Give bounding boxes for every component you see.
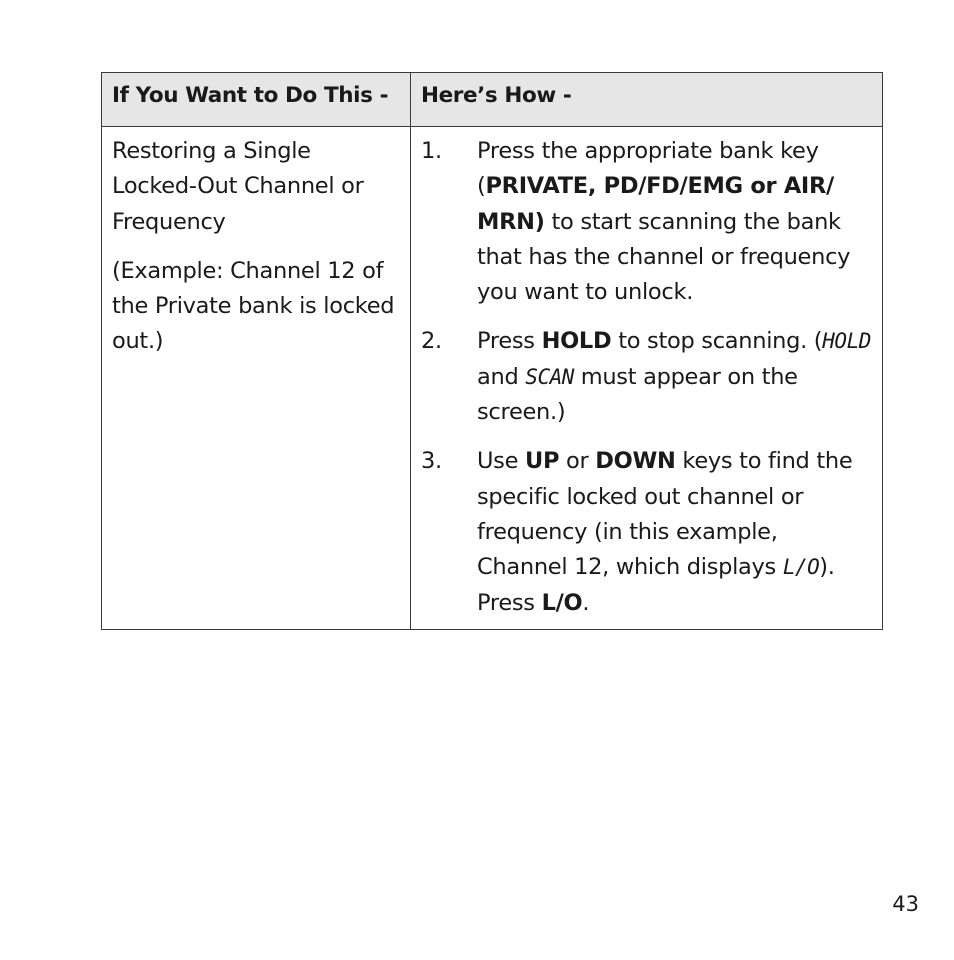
step-number: 2. — [421, 328, 442, 355]
page-number: 43 — [892, 892, 919, 916]
step-number: 3. — [421, 448, 442, 475]
table-row — [102, 127, 883, 630]
steps-cell — [411, 127, 883, 630]
lcd-scan-indicator: SCAN — [525, 364, 574, 389]
step-2 — [421, 324, 872, 430]
step-text: Use UP or DOWN keys to find the specific locked out channel or frequency (in this example, Channel 12, which displays L/O). Press L/O. — [477, 448, 853, 616]
step-text: Press the appropriate bank key (PRIVATE, PD/FD/EMG or AIR/ MRN) to start scanning the bank that has the channel or frequency you want to unlock. — [477, 138, 851, 306]
header-task: If You Want to Do This - — [102, 73, 411, 127]
task-cell — [102, 127, 411, 630]
task-title: Restoring a Single Locked-Out Channel or Frequency — [112, 138, 364, 235]
table-header-row — [102, 73, 883, 127]
key-hold: HOLD — [541, 328, 612, 355]
step-1 — [421, 134, 872, 310]
step-text: Press HOLD to stop scanning. (HOLD and SCAN must appear on the screen.) — [477, 328, 871, 426]
instruction-table — [101, 72, 883, 630]
key-up: UP — [525, 448, 560, 475]
key-bank-keys: PRIVATE, PD/FD/EMG or AIR/ MRN) — [477, 173, 834, 235]
key-down: DOWN — [595, 448, 676, 475]
step-3 — [421, 444, 872, 620]
step-number: 1. — [421, 138, 442, 164]
header-how: Here’s How - — [411, 73, 883, 127]
task-example: (Example: Channel 12 of the Private bank is locked out.) — [112, 257, 395, 355]
lcd-hold-indicator: HOLD — [822, 329, 871, 354]
lcd-lo-indicator: L/O — [782, 555, 820, 580]
key-lo: L/O — [541, 589, 583, 616]
